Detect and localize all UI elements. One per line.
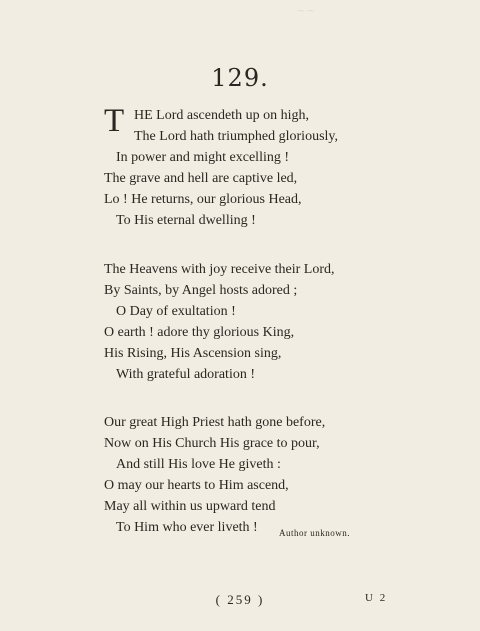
page-number: ( 259 ) bbox=[215, 592, 265, 607]
stanza-line: May all within us upward tend bbox=[104, 499, 276, 514]
stanza-line: To His eternal dwelling ! bbox=[116, 213, 256, 228]
hymn-number: 129. bbox=[211, 64, 269, 92]
stanza-line: With grateful adoration ! bbox=[116, 367, 255, 382]
stanza-line: His Rising, His Ascension sing, bbox=[104, 346, 282, 361]
stanza-line: The Heavens with joy receive their Lord, bbox=[104, 262, 335, 277]
stanza-line: To Him who ever liveth ! bbox=[116, 520, 258, 535]
signature-mark: U 2 bbox=[365, 592, 388, 604]
stanza-line: O may our hearts to Him ascend, bbox=[104, 478, 289, 493]
attribution: Author unknown. bbox=[279, 528, 350, 538]
stanza-line: The Lord hath triumphed gloriously, bbox=[134, 129, 338, 144]
drop-cap: T bbox=[104, 103, 125, 139]
stanza-line: O earth ! adore thy glorious King, bbox=[104, 325, 295, 340]
stanza-line: Lo ! He returns, our glorious Head, bbox=[104, 192, 302, 207]
stanza-line: The grave and hell are captive led, bbox=[104, 171, 298, 186]
stanza-line: O Day of exultation ! bbox=[116, 304, 236, 319]
bleed-through-mark: ~~ bbox=[296, 4, 317, 17]
stanza-line: In power and might excelling ! bbox=[116, 150, 290, 165]
stanza-line: Our great High Priest hath gone before, bbox=[104, 415, 326, 430]
stanza-line: And still His love He giveth : bbox=[116, 457, 281, 472]
stanza-line: By Saints, by Angel hosts adored ; bbox=[104, 283, 298, 298]
stanza-line: Now on His Church His grace to pour, bbox=[104, 436, 320, 451]
stanza-line: HE Lord ascendeth up on high, bbox=[134, 108, 309, 123]
